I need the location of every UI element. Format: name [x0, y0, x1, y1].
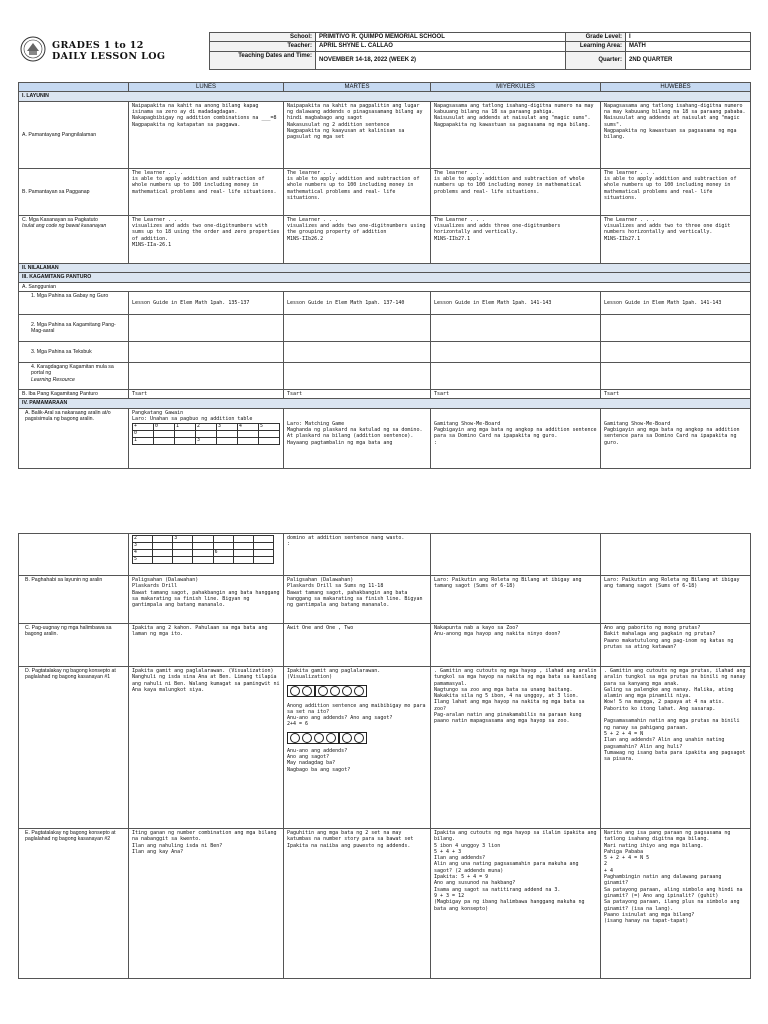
bead-icon [330, 686, 340, 696]
addition-table-cell [259, 438, 280, 445]
addition-table-cell [153, 550, 173, 557]
pag-uugnay-miyerkules: Nakapunta nab a kayo sa Zoo? Anu-anong mga hayop ang nakita ninyo doon? [431, 624, 601, 667]
addition-table-cell [233, 550, 253, 557]
addition-table-cell [153, 543, 173, 550]
addition-table-cell [253, 550, 273, 557]
page-two [0, 530, 768, 1024]
addition-table-cell [233, 543, 253, 550]
gabay-miyerkules: Lesson Guide in Elem Math 1pah. 141-143 [431, 292, 601, 315]
iba-pang-lunes: Tsart [129, 390, 284, 399]
pagtalakay-2-huwebes: Narito ang isa pang paraan ng pagsasama ng tatlong isahang digitna mga bilang. Mari nating ihiyo ang mga bilang. Pahiga Pababa 5 + 2 + 4 = N 5 2 + 4 Paghambingin natin ang dalawang paraang ginamit? Sa patayong paraan, aling simbolo ang hindi na ginamit? (=) Ano ang ipinalit? (guhit) Sa patayong paraan, ilang plus na simbolo ang ginamit? (isa na lang). Paano isinulat ang mga bilang? (isang hanay na tapat-tapat) [601, 829, 751, 979]
bead-group-left [287, 732, 339, 744]
kasanayan-label-note: Isulat ang code ng bawat kasanayan [22, 223, 107, 230]
balik-aral-miyerkules: Gamitang Show-Me-Board Pagbigayin ang mga bata ng angkop na addition sentence para sa Domino Card na ipapakita ng guro. : [431, 408, 601, 468]
karagdagang-label: 4. Karagdagang Kagamitan mula sa portal ng [31, 364, 114, 377]
kagamitan-miyerkules [431, 315, 601, 342]
section-nilalaman: II. NILALAMAN [19, 263, 751, 272]
addition-table-row-head: 3 [133, 543, 153, 550]
quarter-value: 2ND QUARTER [626, 51, 751, 69]
row-label-iba-pang-kagamitan: B. Iba Pang Kagamitang Panturo [19, 390, 129, 399]
learning-area-label: Learning Area: [566, 42, 626, 51]
pagtalakay-2-miyerkules: Ipakita ang cutouts ng mga hayop sa ilalim ipakita ang bilang. 5 ibon 4 unggoy 3 lion 5 + 4 + 3 Ilan ang addends? Alin ang una nating pagsasamahin para makuha ang sagot? (2 addends muna) Ipakita: 5 + 4 = 9 Ano ang susunod na hakbang? Isama ang sagot sa natitirang addend na 3. 9 + 3 = 12 (Magbigay pa ng ibang halimbawa hanggang makuha ng bata ang konsepto) [431, 829, 601, 979]
form-title [52, 40, 165, 62]
karagdagang-label-note: Learning Resource [31, 376, 75, 383]
iba-pang-martes: Tsart [284, 390, 431, 399]
pagtalakay-1-martes-top: Ipakita gamit ang paglalarawan. (Visualization) [287, 668, 381, 681]
addition-table-cell [173, 543, 193, 550]
row-label-pagtalakay-2: E. Pagtatalakay ng bagong konsepto at paglalahad ng bagong kasanayan #2 [19, 829, 129, 979]
addition-table-row-head: 0 [133, 431, 154, 438]
teacher-label: Teacher: [210, 42, 316, 51]
addition-table-cell [175, 438, 196, 445]
row-label-kasanayan [19, 215, 129, 263]
addition-table-cell [253, 536, 273, 543]
teaching-dates-value: NOVEMBER 14-18, 2022 (WEEK 2) [316, 51, 566, 69]
pagganap-miyerkules: The learner . . . is able to apply addition and subtraction of whole numbers up to 100 including money in mathematical problems and real- life situations. [431, 168, 601, 215]
addition-table-cell [238, 438, 259, 445]
addition-table-cell [154, 438, 175, 445]
bead-group-right [339, 732, 367, 744]
teksbuk-lunes [129, 342, 284, 363]
row-label-karagdagang-kagamitan [19, 363, 129, 390]
addition-table-cell [233, 536, 253, 543]
balik-aral-continued-label [19, 534, 129, 576]
balik-aral-huwebes-continued [601, 534, 751, 576]
addition-table-head-4: 4 [238, 424, 259, 431]
pagtalakay-1-martes [284, 667, 431, 829]
addition-table-cell [259, 431, 280, 438]
addition-table-cell [213, 557, 233, 564]
addition-table-cell-filled: 3 [196, 438, 217, 445]
paghahabi-miyerkules: Laro: Paikutin ang Roleta ng Bilang at ibigay ang tamang sagot (Sums of 6-18) [431, 576, 601, 624]
paghahabi-lunes: Paligsahan (Dalawahan) Plaskards Drill Bawat tamang sagot, pahakbangin ang bata hanggang sa makarating sa finish line. Bigyan ng gantimpala ang batang mananalo. [129, 576, 284, 624]
addition-table-cell [173, 550, 193, 557]
bead-icon [314, 733, 324, 743]
bead-icon [290, 733, 300, 743]
addition-table-cell [153, 557, 173, 564]
bead-icon [354, 686, 364, 696]
bead-icon [302, 733, 312, 743]
teaching-dates-label: Teaching Dates and Time: [210, 51, 316, 69]
page-one [0, 0, 768, 470]
row-label-pag-uugnay: C. Pag-uugnay ng mga halimbawa sa bagong aralin. [19, 624, 129, 667]
pagtalakay-1-miyerkules: . Gamitin ang cutouts ng mga hayop , ilahad ang aralin tungkol sa mga hayop na nakita ng mga bata sa kanilang pamamasyal. Nagtungo sa zoo ang mga bata sa unang baitang. Nakakita sila ng 5 ibon, 4 na unggoy, at 3 lion. Ilang lahat ang mga hayop na nakita ng mga bata sa zoo? Pag-aralan natin ang pinakamabilis na paraan kung paano natin mapagsasama ang mga hayop sa zoo. [431, 667, 601, 829]
deped-seal-logo [20, 36, 46, 62]
bead-set-illustration-2 [287, 732, 427, 744]
addition-table-cell [193, 557, 213, 564]
addition-table-cell [193, 550, 213, 557]
addition-table-cell [217, 438, 238, 445]
pagganap-martes: The learner . . . is able to apply addition and subtraction of whole numbers up to 100 including money in mathematical problems and real- life situations. [284, 168, 431, 215]
kasanayan-martes: The Learner . . . visualizes and adds two one-digitnumbers using the grouping property of addition M1NS-IIb26.2 [284, 215, 431, 263]
school-label: School: [210, 33, 316, 42]
row-label-paghahabi: B. Paghahabi sa layunin ng aralin [19, 576, 129, 624]
addition-table-cell-filled: 3 [173, 536, 193, 543]
addition-table-part-1 [132, 423, 280, 445]
row-label-pamantayang-pangnilalaman: A. Pamantayang Pangnilalaman [19, 101, 129, 168]
row-label-balik-aral: A. Balik-Aral sa nakaraang aralin at/o pagsisimula ng bagong aralin. [19, 408, 129, 468]
section-layunin: I. LAYUNIN [19, 92, 751, 101]
pagtalakay-1-martes-question: Anong addition sentence ang maibibigay mo para sa set na ito? Anu-ano ang addends? Ano ang sagot? 2+4 = 6 [287, 702, 426, 728]
gabay-martes: Lesson Guide in Elem Math 1pah. 137-140 [284, 292, 431, 315]
kasanayan-miyerkules: The Learner . . . visualizes and adds three one-digitnumbers horizontally and vertically. M1NS-IIb27.1 [431, 215, 601, 263]
pagganap-huwebes: The learner . . . is able to apply addition and subtraction of whole numbers up to 100 including money in mathematical problems and real- life situations. [601, 168, 751, 215]
addition-table-cell [213, 536, 233, 543]
day-header-martes: MARTES [284, 83, 431, 92]
day-header-miyerkules: MIYERKULES [431, 83, 601, 92]
kagamitan-lunes [129, 315, 284, 342]
bead-group-left [287, 685, 315, 697]
day-header-lunes: LUNES [129, 83, 284, 92]
paghahabi-huwebes: Laro: Paikutin ang Roleta ng Bilang at ibigay ang tamang sagot (Sums of 6-18) [601, 576, 751, 624]
bead-icon [302, 686, 312, 696]
iba-pang-huwebes: Tsart [601, 390, 751, 399]
addition-table-cell-filled: 6 [213, 550, 233, 557]
addition-table-cell [173, 557, 193, 564]
karagdagang-huwebes [601, 363, 751, 390]
gabay-huwebes: Lesson Guide in Elem Math 1pah. 141-143 [601, 292, 751, 315]
iba-pang-miyerkules: Tsart [431, 390, 601, 399]
lesson-log-table-page-2 [18, 533, 751, 979]
grade-level-value: I [626, 33, 751, 42]
addition-table-row-head: 5 [133, 557, 153, 564]
addition-table-head-0: 0 [154, 424, 175, 431]
teacher-value: APRIL SHYNE L. CALLAO [316, 42, 566, 51]
addition-table-cell [175, 431, 196, 438]
pagtalakay-2-lunes: Iting ganan ng number combination ang mga bilang na nabanggit sa kwento. Ilan ang nahuling isda ni Ben? Ilan ang kay Ana? [129, 829, 284, 979]
teksbuk-huwebes [601, 342, 751, 363]
school-value: PRIMITIVO R. QUIMPO MEMORIAL SCHOOL [316, 33, 566, 42]
addition-table-cell [154, 431, 175, 438]
learning-area-value: MATH [626, 42, 751, 51]
row-label-pagtalakay-1: D. Pagtatalakay ng bagong konsepto at paglalahad ng bagong kasanayan #1 [19, 667, 129, 829]
kasanayan-huwebes: The Learner . . . visualizes and adds two to three one digit numbers horizontally and vertically. M1NS-IIb27.1 [601, 215, 751, 263]
row-label-pamantayan-sa-pagganap: B. Pamantayan sa Pagganap [19, 168, 129, 215]
teksbuk-miyerkules [431, 342, 601, 363]
karagdagang-lunes [129, 363, 284, 390]
lesson-log-table-page-1 [18, 82, 751, 469]
corner-cell [19, 83, 129, 92]
row-label-teksbuk: 3. Mga Pahina sa Teksbuk [19, 342, 129, 363]
bead-icon [342, 733, 352, 743]
balik-aral-miyerkules-continued [431, 534, 601, 576]
title-line-1: GRADES 1 to 12 [52, 40, 144, 51]
paghahabi-martes: Paligsahan (Dalawahan) Plaskards Drill sa Sums ng 11-18 Bawat tamang sagot, pahakbangin ang bata hanggang sa makarating sa finish line. Bigyan ng gantimpala ang batang mananalo. [284, 576, 431, 624]
addition-table-plus: + [133, 424, 154, 431]
pagganap-lunes: The learner . . . is able to apply addition and subtraction of whole numbers up to 100 including money in mathematical problems and real- life situations. [129, 168, 284, 215]
bead-set-illustration-1 [287, 685, 427, 697]
addition-table-cell [196, 431, 217, 438]
bead-icon [318, 686, 328, 696]
addition-table-row-head: 2 [133, 536, 153, 543]
bead-group-right [315, 685, 367, 697]
balik-aral-lunes [129, 408, 284, 468]
balik-aral-lunes-intro: Pangkatang Gawain Laro: Unahan sa pagbuo ng addition table [132, 409, 253, 423]
pagtalakay-1-lunes: Ipakita gamit ang paglalarawan. (Visualization) Nanghuli ng isda sina Ana at Ben. Limang tilapia ang nahuli ni Ben. Walang kumagat sa pamingwit ni Ana kaya malungkot siya. [129, 667, 284, 829]
section-kagamitang-panturo: III. KAGAMITANG PANTURO [19, 273, 751, 282]
pag-uugnay-huwebes: Ano ang paborito ng mong prutas? Bakit mahalaga ang pagkain ng prutas? Paano makatutulong ang pag-inom ng katas ng prutas sa ating katawan? [601, 624, 751, 667]
addition-table-row-head: 4 [133, 550, 153, 557]
pag-uugnay-lunes: Ipakita ang 2 kahon. Pahulaan sa mga bata ang laman ng mga ito. [129, 624, 284, 667]
kasanayan-lunes: The Learner . . . visualizes and adds two one-digitnumbers with sums up to 18 using the order and zero properties of addition. M1NS-IIa-26.1 [129, 215, 284, 263]
row-label-kagamitang-pang-mag-aaral: 2. Mga Pahina sa Kagamitang Pang-Mag-aaral [19, 315, 129, 342]
balik-aral-martes: Laro: Matching Game Maghanda ng plaskard na katulad ng sa domino. At plaskard na bilang (addition sentence). Hayaang pagtambalin ng mga bata ang [284, 408, 431, 468]
balik-aral-lunes-continued [129, 534, 284, 576]
kasanayan-label: C. Mga Kasanayan sa Pagkatuto [22, 216, 98, 223]
addition-table-cell [193, 536, 213, 543]
addition-table-head-3: 3 [217, 424, 238, 431]
addition-table-cell [193, 543, 213, 550]
balik-aral-martes-continued: domino at addition sentence nang wasto. : [284, 534, 431, 576]
addition-table-cell [153, 536, 173, 543]
addition-table-head-2: 2 [196, 424, 217, 431]
karagdagang-martes [284, 363, 431, 390]
pagtalakay-1-huwebes: . Gamitin ang cutouts ng mga prutas, ilahad ang aralin tungkol sa mga prutas na binili ng nanay para sa kanyang mga anak. Galing sa palengke ang nanay. Halika, ating alamin ang mga pinamili niya. Wow! 5 na mangga, 2 papaya at 4 na atis. Paborito ko itong lahat. Ang sasarap. Pagsamasamahin natin ang mga prutas na binili ng nanay sa pahigang paraan. 5 + 2 + 4 = N Ilan ang addends? Alin ang unahin nating pagsamahin? Alin ang huli? Tumawag ng isang bata para ipakita ang pagsagot sa pisara. [601, 667, 751, 829]
addition-table-cell [233, 557, 253, 564]
addition-table-cell [238, 431, 259, 438]
addition-table-head-1: 1 [175, 424, 196, 431]
addition-table-cell [213, 543, 233, 550]
bead-icon [342, 686, 352, 696]
pamantayang-lunes: Naipapakita na kahit na anong bilang kapag isinama sa zero ay di madadagdagan. Nakapagbibigay ng addition combinations na ___=8 Nagpapakita ng katapatan sa paggawa. [129, 101, 284, 168]
pamantayang-miyerkules: Napagsasama ang tatlong isahang-digitna numero na may kabuuang bilang na 18 sa paraang pahiga. Naisusulat ang addends at naisulat ang "magic sums". Nagpapakita ng kawastuan sa pagsasama ng mga bilang. [431, 101, 601, 168]
title-line-2: DAILY LESSON LOG [52, 51, 166, 62]
balik-aral-huwebes: Gamitang Show-Me-Board Pagbigayin ang mga bata ng angkop na addition sentence para sa Domino Card na ipapakita ng guro. [601, 408, 751, 468]
day-header-huwebes: HUWEBES [601, 83, 751, 92]
addition-table-row-head: 1 [133, 438, 154, 445]
karagdagang-miyerkules [431, 363, 601, 390]
section-pamamaraan: IV. PAMAMARAAN [19, 399, 751, 408]
section-sanggunian: A. Sanggunian [19, 282, 751, 291]
pagtalakay-1-martes-bottom: Anu-ano ang addends? Ano ang sagot? May nadagdag ba? Nagbago ba ang sagot? [287, 747, 351, 773]
grade-level-label: Grade Level: [566, 33, 626, 42]
kagamitan-huwebes [601, 315, 751, 342]
addition-table-part-2 [132, 535, 274, 564]
pamantayang-martes: Naipapakita na kahit na pagpalitin ang lugar ng dalawang addends o pinagsasamang bilang ay hindi magbabago ang sagot Nakasusulat ng 2 addition sentence Nagpapakita ng kaayusan at kalinisan sa pagsulat ng mga set [284, 101, 431, 168]
bead-icon [326, 733, 336, 743]
bead-icon [354, 733, 364, 743]
pamantayang-huwebes: Napagsasama ang tatlong isahang-digitna numero na may kabuuang bilang na 18 sa paraang pababa. Naisusulat ang addends at naisulat ang "magic sums". Nagpapakita ng kawastuan sa pagsasama ng mga bilang. [601, 101, 751, 168]
pag-uugnay-martes: Awit One and One , Two [284, 624, 431, 667]
addition-table-cell [217, 431, 238, 438]
addition-table-head-5: 5 [259, 424, 280, 431]
gabay-lunes: Lesson Guide in Elem Math 1pah. 135-137 [129, 292, 284, 315]
quarter-label: Quarter: [566, 51, 626, 69]
header-info-table [209, 32, 751, 70]
bead-icon [290, 686, 300, 696]
addition-table-cell [253, 557, 273, 564]
pagtalakay-2-martes: Paguhitin ang mga bata ng 2 set na may katumbas na number story para sa bawat set Ipakita na naiiba ang puwesto ng addends. [284, 829, 431, 979]
addition-table-cell [253, 543, 273, 550]
row-label-gabay-ng-guro: 1. Mga Pahina sa Gabay ng Guro [19, 292, 129, 315]
teksbuk-martes [284, 342, 431, 363]
kagamitan-martes [284, 315, 431, 342]
